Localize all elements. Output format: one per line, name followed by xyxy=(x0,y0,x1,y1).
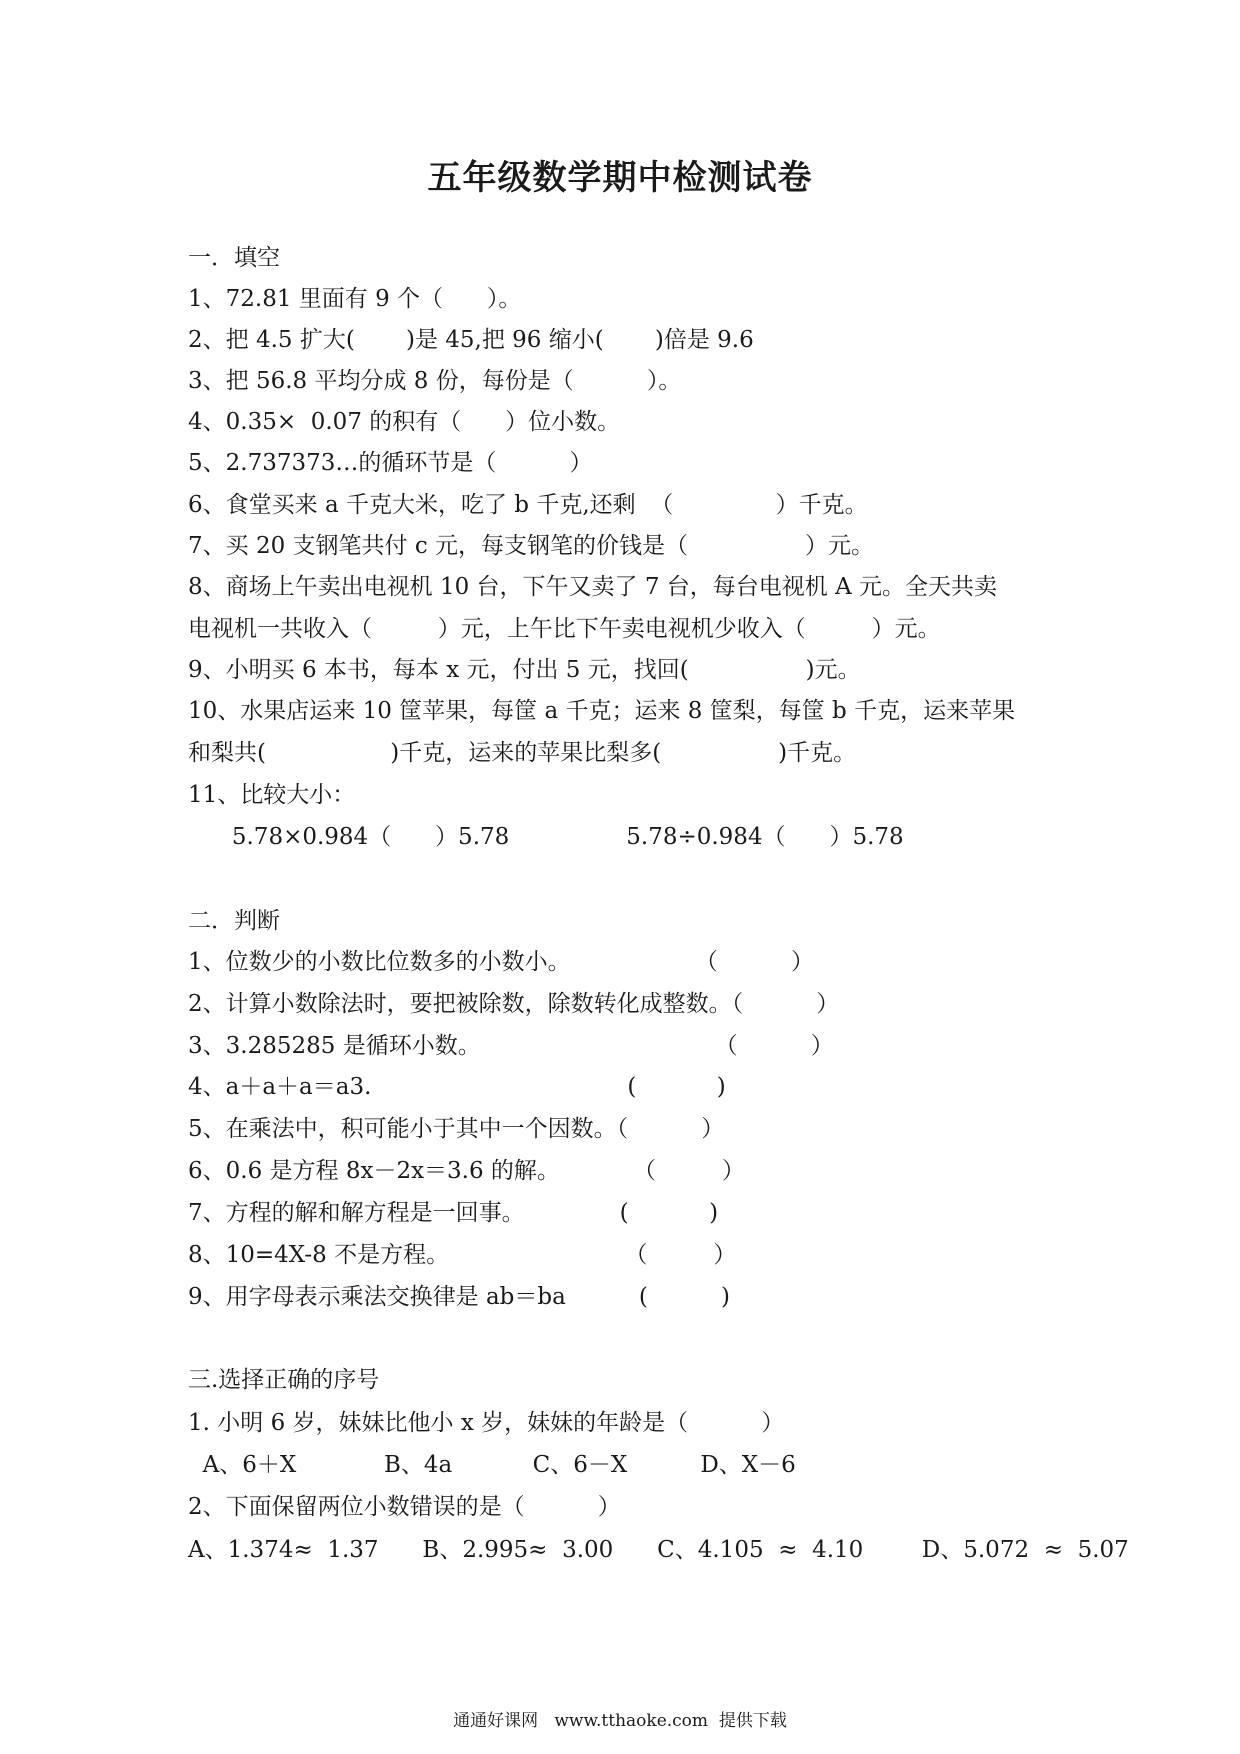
section-heading-judge: 二．判断 xyxy=(188,908,280,934)
question-line: 7、方程的解和解方程是一回事。 ( ) xyxy=(188,1200,719,1226)
question-line: 8、10=4X-8 不是方程。 （ ） xyxy=(188,1242,737,1268)
question-line: 和梨共( )千克，运来的苹果比梨多( )千克。 xyxy=(188,740,857,766)
question-line: 9、用字母表示乘法交换律是 ab＝ba ( ) xyxy=(188,1284,730,1310)
option-line: A、1.374≈ 1.37 B、2.995≈ 3.00 C、4.105 ≈ 4.10 D、5.072 ≈ 5.07 xyxy=(188,1537,1129,1563)
question-line: 6、0.6 是方程 8x－2x＝3.6 的解。 （ ） xyxy=(188,1158,745,1184)
question-line: 2、把 4.5 扩大( )是 45,把 96 缩小( )倍是 9.6 xyxy=(188,327,754,353)
question-line: 11、比较大小： xyxy=(188,782,356,808)
question-line: 8、商场上午卖出电视机 10 台，下午又卖了 7 台，每台电视机 A 元。全天共卖 xyxy=(188,574,998,600)
question-line: 2、计算小数除法时，要把被除数，除数转化成整数。（ ） xyxy=(188,991,840,1017)
question-line: 4、a＋a＋a＝a3. ( ) xyxy=(188,1074,726,1100)
question-line: 7、买 20 支钢笔共付 c 元，每支钢笔的价钱是（ ）元。 xyxy=(188,533,875,559)
question-line: 3、3.285285 是循环小数。 （ ） xyxy=(188,1033,834,1059)
question-line: 5、在乘法中，积可能小于其中一个因数。（ ） xyxy=(188,1116,725,1142)
question-line: 4、0.35× 0.07 的积有（ ）位小数。 xyxy=(188,409,621,435)
section-heading-fill-blank: 一．填空 xyxy=(188,245,280,271)
question-line: 1、72.81 里面有 9 个（ ）。 xyxy=(188,286,522,312)
question-line: 3、把 56.8 平均分成 8 份，每份是（ ）。 xyxy=(188,368,682,394)
page-title: 五年级数学期中检测试卷 xyxy=(427,158,813,198)
question-line: 2、下面保留两位小数错误的是（ ） xyxy=(188,1494,621,1520)
section-heading-choice: 三.选择正确的序号 xyxy=(188,1367,380,1393)
question-line: 电视机一共收入（ ）元，上午比下午卖电视机少收入（ ）元。 xyxy=(188,616,941,642)
question-line: 9、小明买 6 本书，每本 x 元，付出 5 元，找回( )元。 xyxy=(188,657,861,683)
option-line: A、6＋X B、4a C、6－X D、X－6 xyxy=(188,1452,796,1478)
question-line: 1、位数少的小数比位数多的小数小。 （ ） xyxy=(188,949,815,975)
question-line: 10、水果店运来 10 筐苹果，每筐 a 千克；运来 8 筐梨，每筐 b 千克，运来苹果 xyxy=(188,698,1016,724)
question-line: 5、2.737373…的循环节是（ ） xyxy=(188,450,593,476)
question-line: 1. 小明 6 岁，妹妹比他小 x 岁，妹妹的年龄是（ ） xyxy=(188,1410,785,1436)
question-line: 6、食堂买来 a 千克大米，吃了 b 千克,还剩 （ ）千克。 xyxy=(188,492,868,518)
question-line: 5.78×0.984（ ）5.78 5.78÷0.984（ ）5.78 xyxy=(188,824,904,850)
footer-credit: 通通好课网 www.tthaoke.com 提供下载 xyxy=(453,1711,787,1731)
